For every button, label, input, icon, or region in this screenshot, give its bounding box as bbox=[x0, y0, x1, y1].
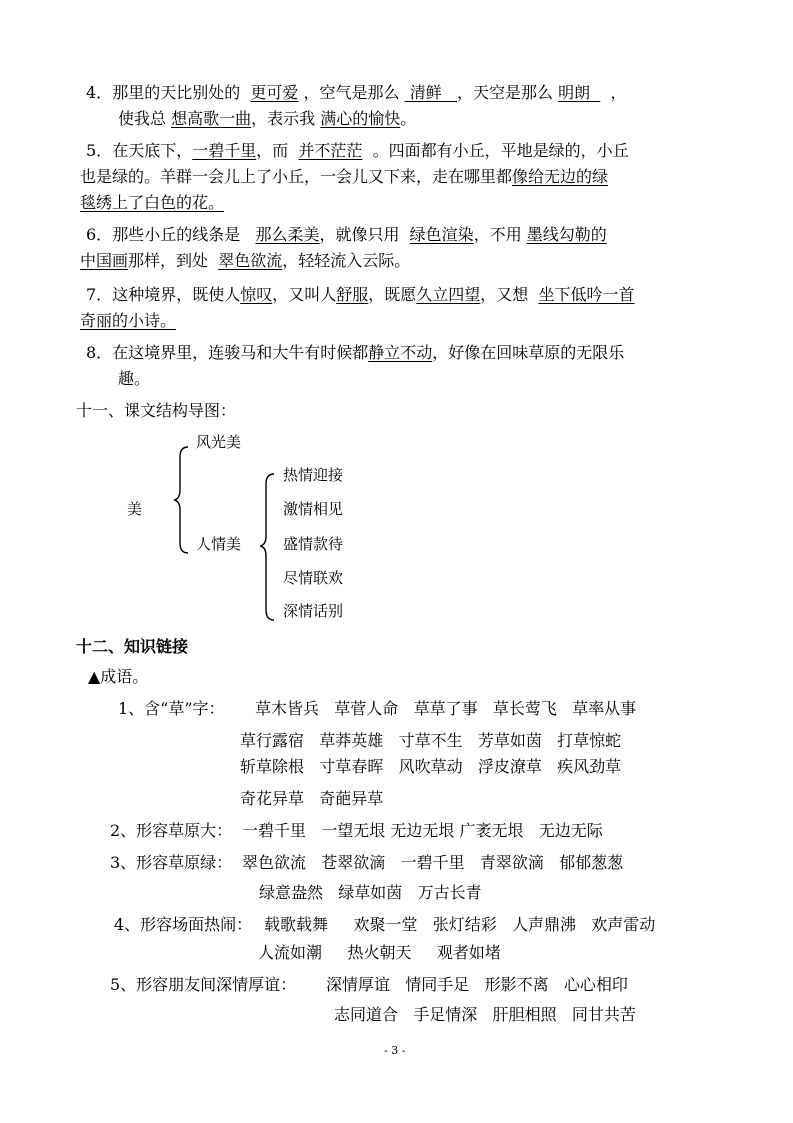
item-6-line-2 bbox=[80, 250, 410, 272]
diagram-brace-people bbox=[258, 472, 278, 622]
item-number: 8． bbox=[86, 343, 113, 362]
item-5-line-1 bbox=[86, 140, 629, 162]
answer-blank: 清鲜 bbox=[409, 83, 442, 102]
text: 也是绿的。羊群一会儿上了小丘，一会儿又下来，走在哪里都 bbox=[80, 167, 513, 186]
diagram-leaf: 激情相见 bbox=[283, 500, 344, 518]
idiom-row: 绿意盎然 绿草如茵 万古长青 bbox=[259, 883, 482, 902]
diagram-root: 美 bbox=[127, 500, 143, 518]
answer-blank: 一碧千里 bbox=[192, 141, 257, 160]
answer-blank: 久立四望 bbox=[416, 285, 481, 304]
text: ，就像只用 bbox=[319, 225, 400, 244]
page-number: - 3 - bbox=[384, 1044, 406, 1057]
text: 在天底下， bbox=[112, 141, 193, 160]
item-6-line-1 bbox=[86, 224, 607, 246]
item-8-line-1 bbox=[86, 342, 624, 364]
answer-blank: 奇丽的小诗。 bbox=[80, 311, 177, 330]
idiom-row: 深情厚谊 情同手足 形影不离 心心相印 bbox=[326, 975, 628, 994]
answer-blank: 中国画 bbox=[80, 251, 129, 270]
idiom-row: 草木皆兵 草菅人命 草草了事 草长莺飞 草率从事 bbox=[255, 699, 637, 718]
text: ，又叫人 bbox=[272, 285, 337, 304]
item-5-line-3 bbox=[80, 192, 224, 214]
idiom-row: 奇花异草 奇葩异草 bbox=[240, 789, 384, 808]
idiom-row: 志同道合 手足情深 肝胆相照 同甘共苦 bbox=[334, 1005, 636, 1024]
answer-blank: 静立不动 bbox=[368, 343, 433, 362]
idiom-row: 斩草除根 寸草春晖 风吹草动 浮皮潦草 疾风劲草 bbox=[240, 757, 622, 776]
answer-blank: 惊叹 bbox=[240, 285, 273, 304]
idiom-category-label: 2、形容草原大： bbox=[110, 821, 233, 840]
answer-blank: 坐下低吟一首 bbox=[538, 285, 635, 304]
item-4-line-2 bbox=[118, 108, 416, 130]
item-5-line-2 bbox=[80, 166, 608, 188]
answer-blank: 绿色渲染 bbox=[409, 225, 474, 244]
item-7-line-1 bbox=[86, 284, 634, 306]
item-number: 5． bbox=[86, 141, 113, 160]
text: 那样，到处 bbox=[128, 251, 209, 270]
diagram-brace-root bbox=[172, 445, 192, 555]
idiom-row: 载歌载舞 欢聚一堂 张灯结彩 人声鼎沸 欢声雷动 bbox=[264, 915, 656, 934]
text: 。四面都有小丘，平地是绿的，小丘 bbox=[372, 141, 629, 160]
text: 这种境界，既使人 bbox=[112, 285, 241, 304]
text: 。 bbox=[400, 109, 417, 128]
idiom-category-label: 3、形容草原绿： bbox=[110, 853, 233, 872]
item-7-line-2 bbox=[80, 310, 176, 332]
idiom-row: 一碧千里 一望无垠 无边无垠 广袤无垠 无边无际 bbox=[242, 821, 603, 840]
item-number: 7． bbox=[86, 285, 113, 304]
answer-blank: 翠色欲流 bbox=[218, 251, 283, 270]
text: ，又想 bbox=[480, 285, 529, 304]
answer-blank: 并不茫茫 bbox=[298, 141, 363, 160]
diagram-leaf: 热情迎接 bbox=[283, 466, 344, 484]
item-number: 4． bbox=[86, 83, 113, 102]
idiom-row: 翠色欲流 苍翠欲滴 一碧千里 青翠欲滴 郁郁葱葱 bbox=[242, 853, 624, 872]
idiom-category-label: 5、形容朋友间深情厚谊： bbox=[110, 975, 297, 994]
text: 在这境界里，连骏马和大牛有时候都 bbox=[112, 343, 369, 362]
text: ，既愿 bbox=[368, 285, 417, 304]
answer-blank: 毯绣上了白色的花。 bbox=[80, 193, 225, 212]
answer-blank: 明朗 bbox=[558, 83, 591, 102]
text: ， bbox=[610, 83, 627, 102]
answer-blank: 满心的愉快 bbox=[320, 109, 401, 128]
answer-blank: 像给无边的绿 bbox=[512, 167, 609, 186]
answer-blank: 更可爱 bbox=[250, 83, 299, 102]
text: ，好像在回味草原的无限乐 bbox=[432, 343, 625, 362]
text: 趣。 bbox=[118, 369, 151, 388]
diagram-leaf: 尽情联欢 bbox=[283, 569, 344, 587]
answer-blank: 那么柔美 bbox=[255, 225, 320, 244]
idiom-category-label: 1、含“草”字： bbox=[118, 699, 225, 718]
section-12-subheading: ▲成语。 bbox=[88, 667, 149, 686]
item-number: 6． bbox=[86, 225, 113, 244]
item-8-line-2 bbox=[118, 368, 150, 390]
idiom-category-label: 4、形容场面热闹： bbox=[114, 915, 253, 934]
item-4-line-1 bbox=[86, 82, 626, 104]
answer-blank: 想高歌一曲 bbox=[171, 109, 252, 128]
text: ，轻轻流入云际。 bbox=[282, 251, 411, 270]
text: 使我总 bbox=[118, 109, 167, 128]
diagram-branch-people: 人情美 bbox=[196, 535, 242, 553]
answer-blank: 墨线勾勒的 bbox=[526, 225, 607, 244]
answer-blank: 舒服 bbox=[336, 285, 369, 304]
text: ，不用 bbox=[473, 225, 522, 244]
text: ，表示我 bbox=[251, 109, 316, 128]
text: ，空气是那么 bbox=[303, 83, 400, 102]
idiom-row: 草行露宿 草莽英雄 寸草不生 芳草如茵 打草惊蛇 bbox=[240, 731, 622, 750]
idiom-row: 人流如潮 热火朝天 观者如堵 bbox=[258, 943, 501, 962]
diagram-leaf: 深情话别 bbox=[283, 602, 344, 620]
section-11-heading: 十一、课文结构导图： bbox=[76, 401, 237, 420]
section-12-heading: 十二、知识链接 bbox=[76, 637, 189, 656]
text: ，而 bbox=[256, 141, 289, 160]
text: 那些小丘的线条是 bbox=[112, 225, 241, 244]
diagram-branch-scenery: 风光美 bbox=[196, 433, 242, 451]
text: 那里的天比别处的 bbox=[112, 83, 241, 102]
text: ，天空是那么 bbox=[456, 83, 553, 102]
diagram-leaf: 盛情款待 bbox=[283, 535, 344, 553]
